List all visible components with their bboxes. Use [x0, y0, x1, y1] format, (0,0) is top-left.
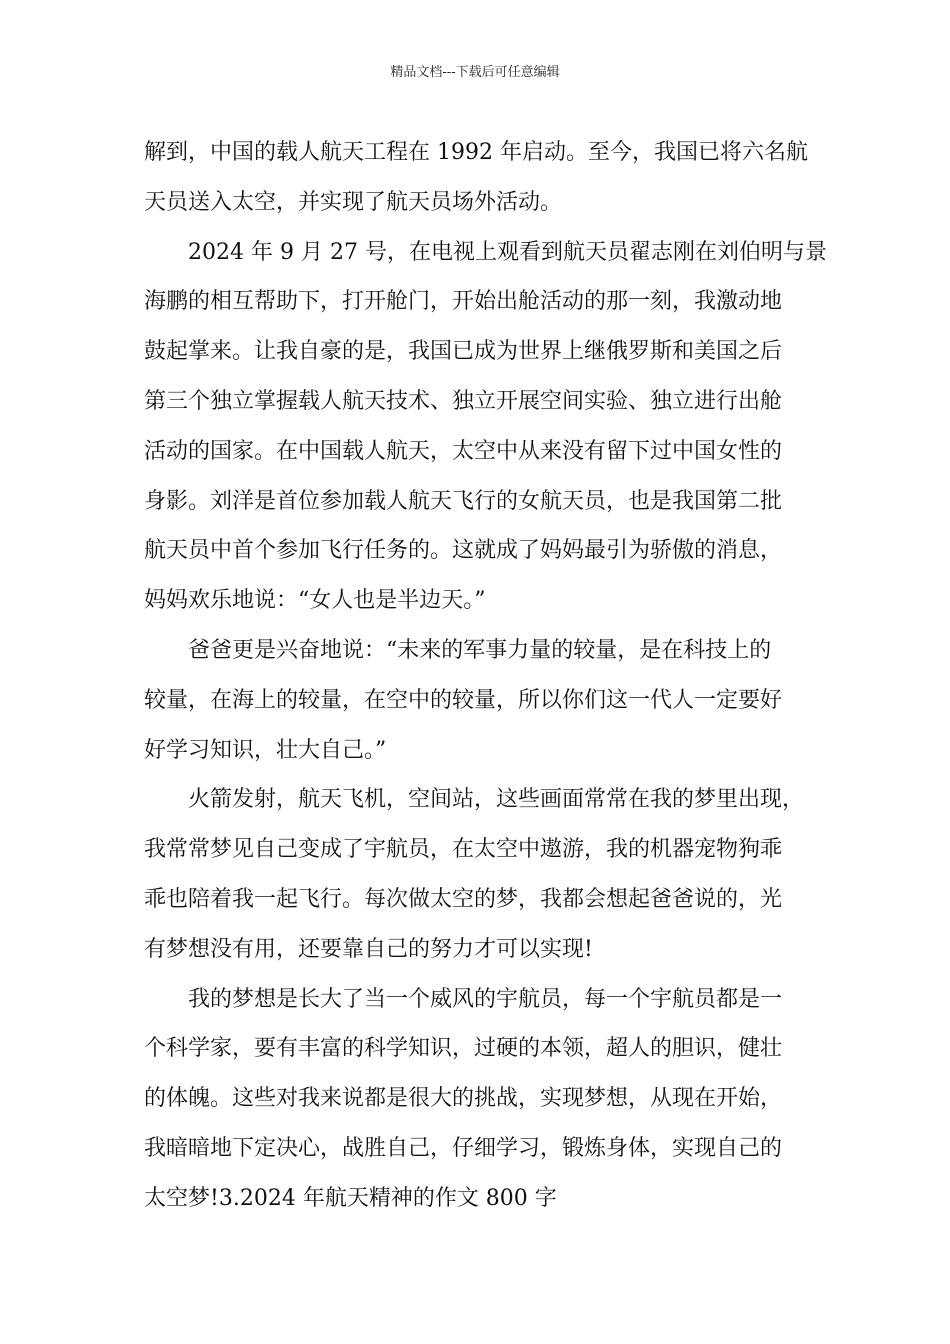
page-header: 精品文档---下载后可任意编辑 — [390, 65, 560, 80]
text-line: 航天员中首个参加飞行任务的。这就成了妈妈最引为骄傲的消息， — [144, 538, 783, 564]
document-body — [144, 128, 827, 1224]
text-line: 好学习知识，壮大自己。” — [144, 737, 387, 763]
text-line: 天员送入太空，并实现了航天员场外活动。 — [144, 189, 563, 215]
text-line: 个科学家，要有丰富的科学知识，过硬的本领，超人的胆识，健壮 — [144, 1036, 783, 1062]
text-line: 我常常梦见自己变成了宇航员，在太空中遨游，我的机器宠物狗乖 — [144, 837, 783, 863]
text-line: 有梦想没有用，还要靠自己的努力才可以实现! — [144, 936, 593, 962]
text-line: 火箭发射，航天飞机，空间站，这些画面常常在我的梦里出现， — [188, 787, 805, 813]
text-line: 解到，中国的载人航天工程在 1992 年启动。至今，我国已将六名航 — [144, 140, 808, 165]
text-line: 妈妈欢乐地说：“女人也是半边天。” — [144, 588, 486, 614]
paragraph — [144, 975, 808, 1224]
text-line: 海鹏的相互帮助下，打开舱门，开始出舱活动的那一刻，我激动地 — [144, 289, 783, 315]
text-line: 活动的国家。在中国载人航天，太空中从来没有留下过中国女性的 — [144, 438, 783, 464]
text-line: 鼓起掌来。让我自豪的是，我国已成为世界上继俄罗斯和美国之后 — [144, 339, 783, 365]
paragraph — [144, 626, 808, 775]
text-line: 的体魄。这些对我来说都是很大的挑战，实现梦想，从现在开始， — [144, 1086, 783, 1112]
text-line: 乖也陪着我一起飞行。每次做太空的梦，我都会想起爸爸说的，光 — [144, 886, 783, 912]
text-line: 2024 年 9 月 27 号，在电视上观看到航天员翟志刚在刘伯明与景 — [188, 239, 827, 265]
text-line: 第三个独立掌握载人航天技术、独立开展空间实验、独立进行出舱 — [144, 388, 783, 414]
text-line: 我的梦想是长大了当一个威风的宇航员，每一个宇航员都是一 — [188, 986, 783, 1012]
text-line: 身影。刘洋是首位参加载人航天飞行的女航天员，也是我国第二批 — [144, 488, 783, 514]
text-line: 我暗暗地下定决心，战胜自己，仔细学习，锻炼身体，实现自己的 — [144, 1135, 783, 1161]
text-line: 爸爸更是兴奋地说：“未来的军事力量的较量，是在科技上的 — [188, 637, 772, 663]
text-line: 较量，在海上的较量，在空中的较量，所以你们这一代人一定要好 — [144, 687, 783, 713]
text-line: 太空梦!3.2024 年航天精神的作文 800 字 — [144, 1185, 557, 1211]
paragraph — [144, 128, 808, 228]
paragraph — [144, 775, 808, 974]
paragraph — [144, 228, 827, 626]
